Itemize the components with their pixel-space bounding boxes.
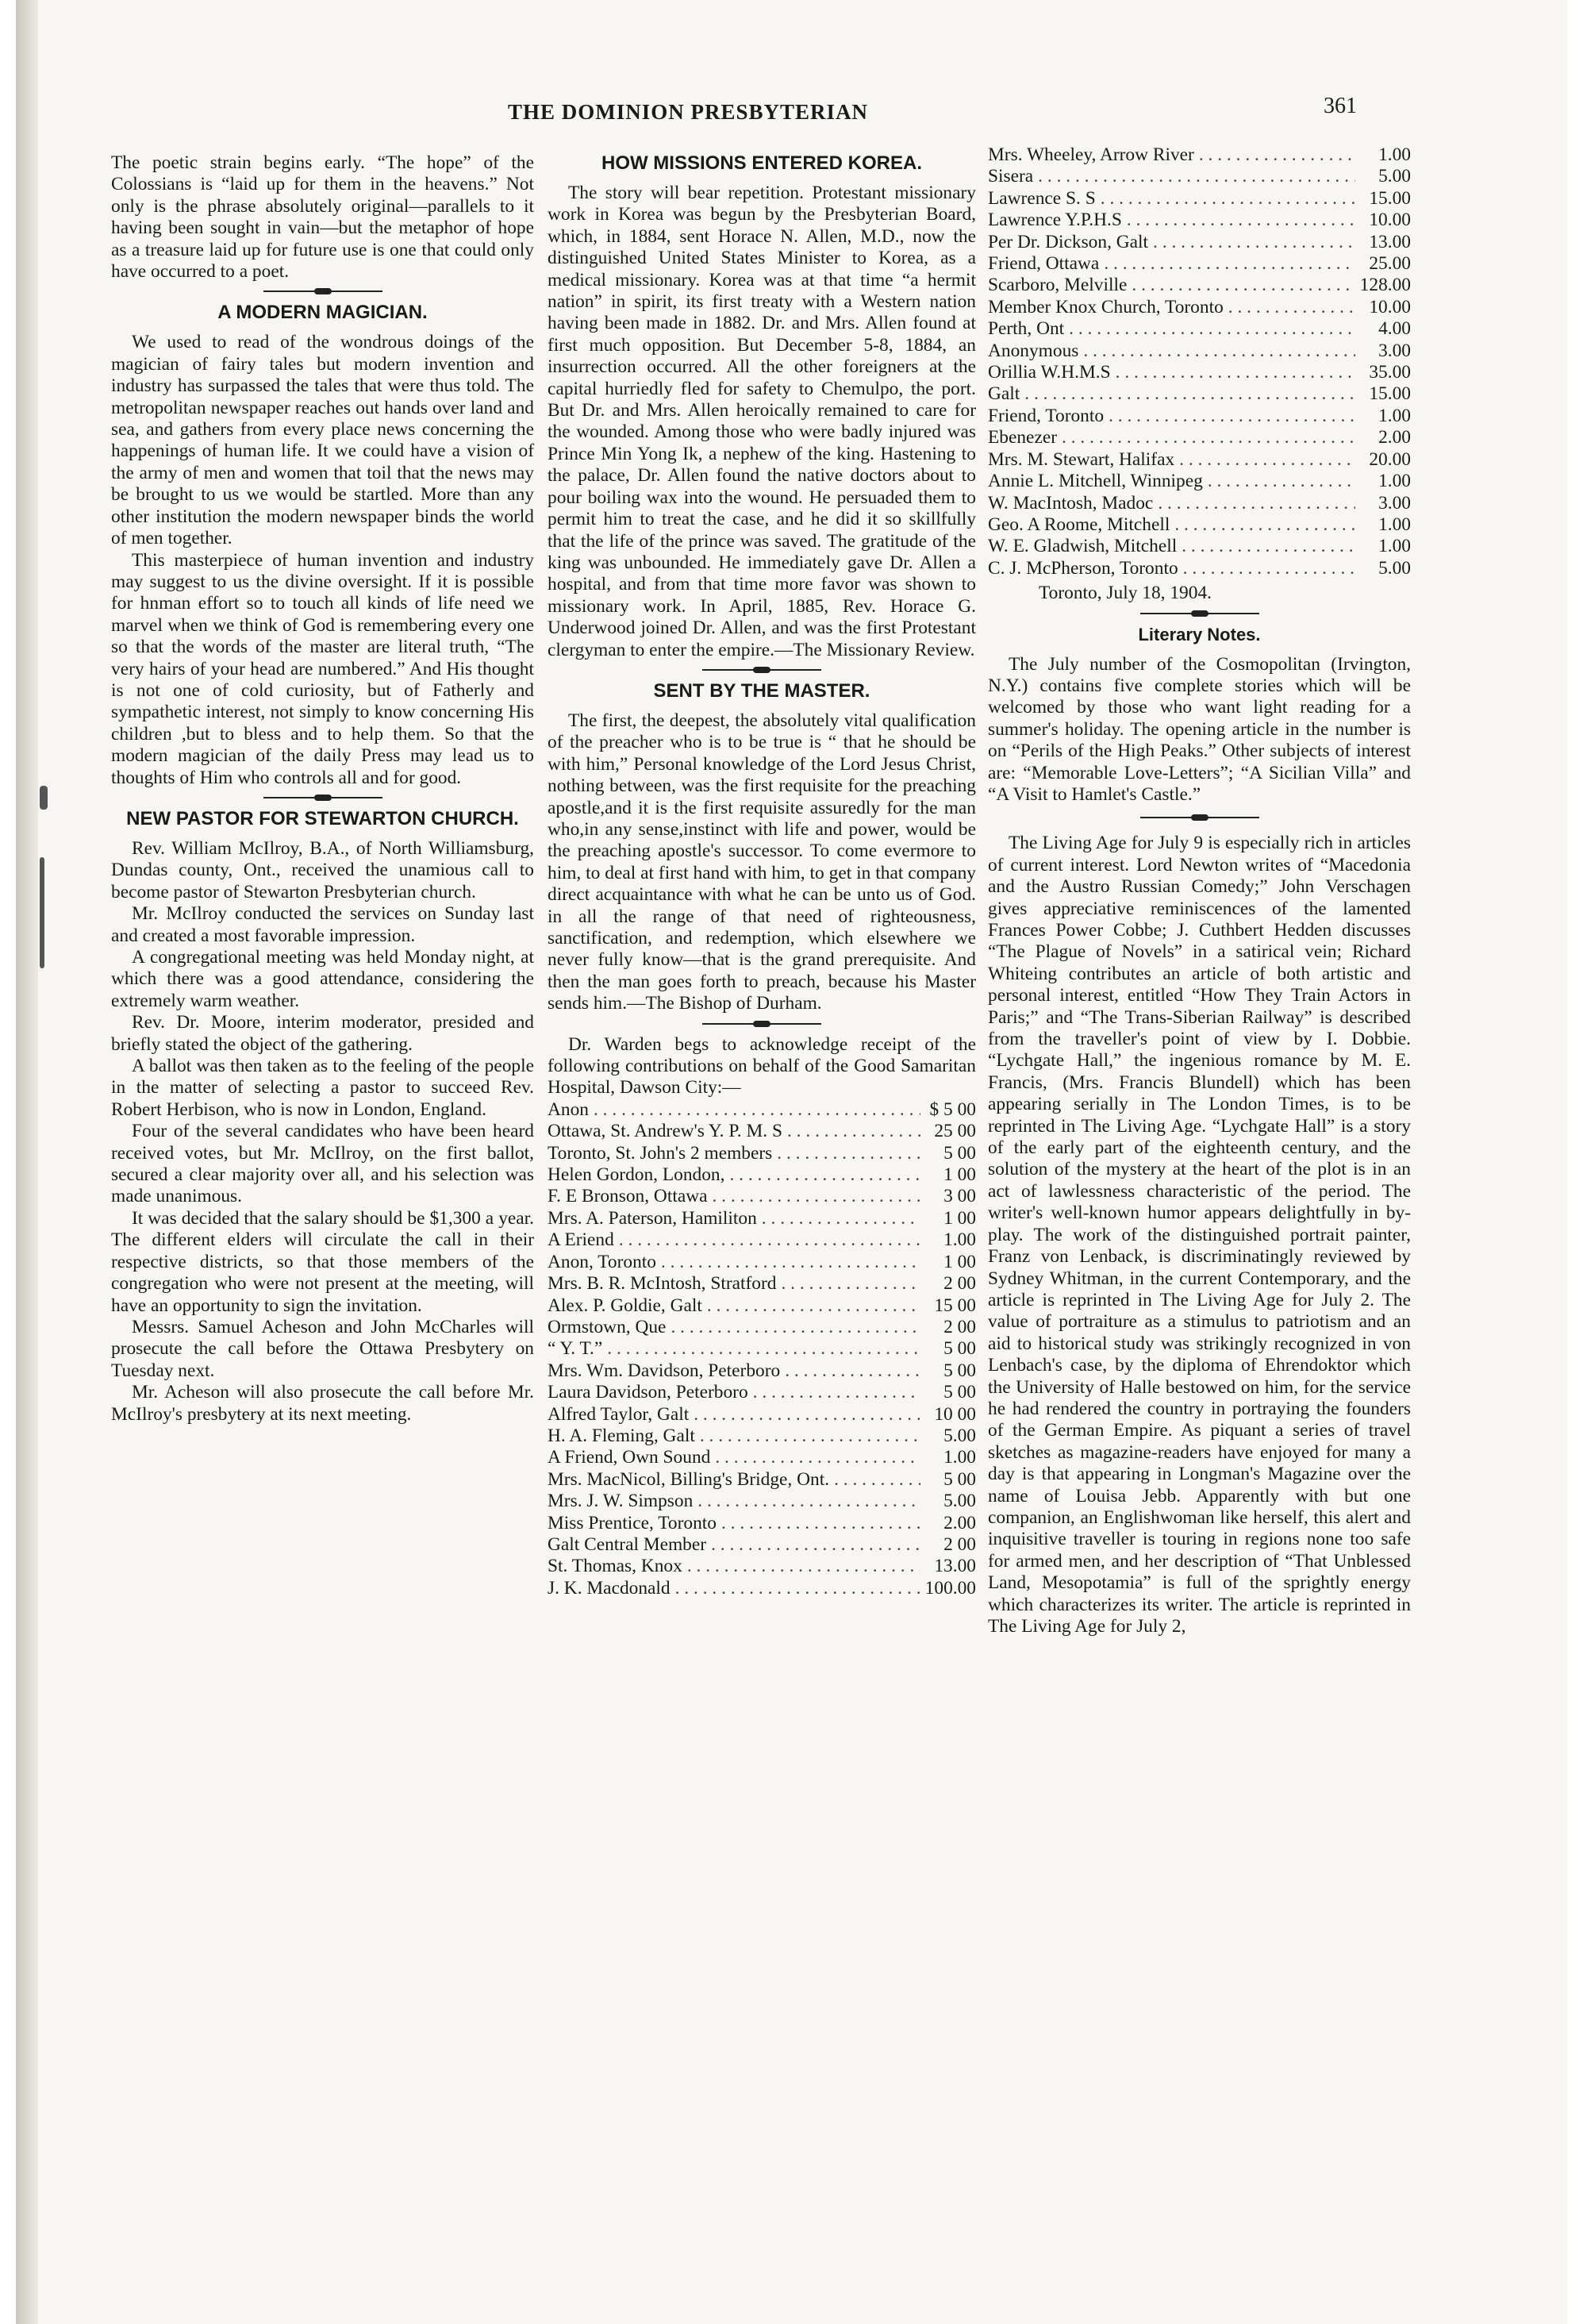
paragraph: Mr. Acheson will also prosecute the call before Mr. McIlroy's presbytery at its next meeting. <box>111 1382 534 1425</box>
dot-leader <box>1069 318 1355 340</box>
donor-name: J. K. Macdonald <box>548 1577 671 1599</box>
donor-name: Anon, Toronto <box>548 1251 656 1272</box>
paragraph: The first, the deepest, the absolutely vital qualification of the preacher who is to be true is “ that he should be with him,” Personal knowledge of the Lord Jesus Christ, nothing between, was the first requisite for the preaching apostle,and it is the first requisite assuredly for the man who,in any sense,instinct with life and power, would be the preaching apostle's successor. To come evermore to him, to deal at first hand with him, to get in that company direct acquaintance with what he can be unto us of God. in all the range of that need of righteousness, sanctification, and redemption, which elsewhere we never fully know—that is the grand prerequisite. And then the man goes forth to preach, because his Master sends him.—The Bishop of Durham. <box>548 710 976 1014</box>
dot-leader <box>777 1143 920 1164</box>
dot-leader <box>1132 275 1355 296</box>
dot-leader <box>715 1447 920 1468</box>
dot-leader <box>700 1426 920 1447</box>
donation-amount: 15.00 <box>1369 187 1411 209</box>
dateline: Toronto, July 18, 1904. <box>1039 583 1212 604</box>
donation-amount: 5 00 <box>943 1360 976 1381</box>
donation-row <box>548 1164 976 1186</box>
donation-row <box>548 1578 976 1599</box>
donor-name: Mrs. Wheeley, Arrow River <box>988 144 1194 165</box>
donation-row <box>548 1360 976 1382</box>
donor-name: W. MacIntosh, Madoc <box>988 492 1154 514</box>
dot-leader <box>1183 558 1355 579</box>
donation-amount: 5 00 <box>943 1338 976 1360</box>
article-title-literary: Literary Notes. <box>1138 624 1261 644</box>
donation-list <box>988 144 1411 579</box>
donation-amount: 1.00 <box>1378 144 1411 165</box>
donation-row <box>988 144 1411 166</box>
dot-leader <box>687 1556 920 1577</box>
dot-leader <box>711 1534 920 1556</box>
donation-amount: 5 00 <box>943 1468 976 1490</box>
dot-leader <box>1199 144 1355 166</box>
donation-amount: 4.00 <box>1378 318 1411 340</box>
dot-leader <box>671 1317 920 1338</box>
donation-amount: 1.00 <box>943 1447 976 1468</box>
donation-amount: 25 00 <box>934 1121 976 1142</box>
donor-name: W. E. Gladwish, Mitchell <box>988 536 1178 557</box>
donation-amount: 1.00 <box>943 1229 976 1251</box>
donor-name: “ Y. T.” <box>548 1338 603 1360</box>
dot-leader <box>1208 471 1355 492</box>
donor-name: Mrs. M. Stewart, Halifax <box>988 448 1175 470</box>
donor-name: Friend, Ottawa <box>988 253 1100 275</box>
donation-row <box>988 318 1411 340</box>
donation-row <box>548 1229 976 1251</box>
donation-row <box>548 1121 976 1142</box>
dot-leader <box>1158 493 1355 514</box>
article-title-pastor: NEW PASTOR FOR STEWARTON CHURCH. <box>126 807 519 829</box>
dot-leader <box>729 1164 920 1186</box>
donation-row <box>988 275 1411 296</box>
donation-row <box>548 1338 976 1360</box>
donor-name: C. J. McPherson, Toronto <box>988 557 1178 579</box>
donation-amount: 15.00 <box>1369 383 1411 405</box>
donation-amount: 3.00 <box>1378 492 1411 514</box>
dot-leader <box>697 1491 920 1512</box>
dot-leader <box>721 1513 920 1534</box>
paragraph: Mr. McIlroy conducted the services on Sunday last and created a most favorable impression. <box>111 903 534 946</box>
dot-leader <box>753 1382 920 1403</box>
donor-name: Lawrence Y.P.H.S <box>988 210 1122 231</box>
donation-amount: 25.00 <box>1369 253 1411 275</box>
donation-amount: 2.00 <box>943 1512 976 1533</box>
donation-row <box>548 1469 976 1491</box>
donation-amount: 1 00 <box>943 1164 976 1186</box>
donor-name: Friend, Toronto <box>988 405 1105 426</box>
donor-name: Mrs. A. Paterson, Hamiliton <box>548 1207 757 1229</box>
paragraph: The Living Age for July 9 is especially rich in articles of current interest. Lord Newton writes of “Macedonia and the Austro Russian Comedy;” John Verschagen gives appreciative reminiscences of the lamented Frances Power Cobbe; J. Cuthbert Hedden discusses “The Plague of Novels” in a satirical vein; Richard Whiteing contributes an article of both artistic and personal interest, entitled “How They Train Actors in Paris;” and “The Trans-Siberian Railway” is described from the traveller's point of view by I. Dobbie. “Lychgate Hall,” the ingenious romance by M. E. Francis, (Mrs. Francis Blundell) which has been appearing serially in The London Times, is to be reprinted in The Living Age. “Lychgate Hall” is a story of the early part of the eighteenth century, and the solution of the mystery at the heart of the plot is in an act of lawlessness characteristic of the period. The writer's well-known humor appears delightfully in by-play. The work of the distinguished portrait painter, Franz von Lenback, is discriminatingly reviewed by Sydney Whitman, in the current Contemporary, and the article is reprinted in The Living Age for July 2. The value of portraiture as a stimulus to patriotism and an aid to historical study was strikingly recognized in von Lenbach's case, by the diploma of Ehrendoktor which the University of Halle bestowed on him, for the service he had rendered the country in portraying the founders of the German Empire. As piquant a series of travel sketches as magazine-readers have enjoyed for many a day is that appearing in Longman's Magazine over the name of Louisa Jebb. Apparently with but one companion, an Englishwoman like herself, this alert and inquisitive traveller is touring in regions none too safe for armed men, and her description of “That Unblessed Land, Mesopotamia” is full of the sprightly energy which characterizes its writer. The article is reprinted in The Living Age for July 2, <box>988 833 1411 1637</box>
dot-leader <box>1062 427 1355 448</box>
section-divider <box>263 290 382 292</box>
donation-row <box>988 253 1411 275</box>
donation-amount: 1 00 <box>943 1207 976 1229</box>
donation-row <box>988 188 1411 210</box>
donation-row <box>988 210 1411 231</box>
donation-row <box>548 1252 976 1273</box>
dot-leader <box>594 1099 920 1121</box>
section-divider <box>263 797 382 798</box>
donor-name: Orillia W.H.M.S <box>988 362 1111 383</box>
dot-leader <box>619 1229 920 1251</box>
donor-name: Member Knox Church, Toronto <box>988 296 1224 317</box>
dot-leader <box>1179 449 1355 471</box>
donor-name: Mrs. B. R. McIntosh, Stratford <box>548 1273 777 1295</box>
paragraph: The July number of the Cosmopolitan (Irvington, N.Y.) contains five complete stories which will be welcomed by those who want light reading for a summer's holiday. The opening article in the number is on “Perils of the High Peaks.” Other subjects of interest are: “Memorable Love-Letters”; “A Sicilian Villa” and “A Visit to Hamlet's Castle.” <box>988 653 1411 805</box>
donation-row <box>988 558 1411 579</box>
dot-leader <box>1228 297 1355 318</box>
article-title-magician: A MODERN MAGICIAN. <box>217 302 428 324</box>
donation-amount: 5 00 <box>943 1142 976 1164</box>
donation-amount: $ 5 00 <box>929 1099 976 1120</box>
paragraph: It was decided that the salary should be $1,300 a year. The different elders will circulate the call in their respective districts, so that those members of the congregation who were not present at the meeting, will have an opportunity to sign the invitation. <box>111 1207 534 1316</box>
section-divider <box>702 669 821 671</box>
donation-amount: 100.00 <box>924 1577 976 1599</box>
donation-amount: 13.00 <box>934 1556 976 1577</box>
section-divider <box>1140 817 1259 818</box>
donor-name: Mrs. MacNicol, Billing's Bridge, Ont. <box>548 1468 830 1490</box>
dot-leader <box>1182 536 1355 557</box>
page-number: 361 <box>1324 94 1357 118</box>
donor-name: Perth, Ont <box>988 318 1065 340</box>
donor-name: A Eriend <box>548 1229 614 1251</box>
donation-row <box>548 1186 976 1207</box>
donation-row <box>988 536 1411 557</box>
donation-row <box>988 427 1411 448</box>
donation-row <box>988 449 1411 471</box>
donor-name: Per Dr. Dickson, Galt <box>988 231 1149 252</box>
donation-amount: 13.00 <box>1369 231 1411 252</box>
donor-name: Lawrence S. S <box>988 187 1096 209</box>
running-head: THE DOMINION PRESBYTERIAN <box>508 100 869 124</box>
dot-leader <box>1153 232 1355 253</box>
donation-amount: 1.00 <box>1378 471 1411 492</box>
donation-amount: 10.00 <box>1369 296 1411 317</box>
dot-leader <box>1024 383 1355 405</box>
donor-name: H. A. Fleming, Galt <box>548 1425 695 1446</box>
donation-row <box>548 1208 976 1229</box>
donation-amount: 128.00 <box>1359 275 1411 296</box>
paragraph: Rev. Dr. Moore, interim moderator, presided and briefly stated the object of the gathering. <box>111 1012 534 1055</box>
donor-name: Annie L. Mitchell, Winnipeg <box>988 471 1203 492</box>
donor-name: Scarboro, Melville <box>988 275 1128 296</box>
donation-row <box>988 341 1411 362</box>
donor-name: Anon <box>548 1099 589 1120</box>
donation-row <box>548 1099 976 1121</box>
margin-blot <box>40 786 48 810</box>
donation-amount: 2.00 <box>1378 427 1411 448</box>
article-title-master: SENT BY THE MASTER. <box>653 679 870 702</box>
margin-blot <box>40 857 44 968</box>
donation-amount: 1.00 <box>1378 405 1411 426</box>
donation-amount: 2 00 <box>943 1316 976 1337</box>
donation-row <box>988 406 1411 427</box>
column-1 <box>111 152 534 1426</box>
donor-name: Laura Davidson, Peterboro <box>548 1382 748 1403</box>
donation-amount: 1 00 <box>943 1251 976 1272</box>
donation-amount: 1.00 <box>1378 514 1411 535</box>
dot-leader <box>712 1186 920 1207</box>
dot-leader <box>1109 406 1355 427</box>
donor-name: Ormstown, Que <box>548 1316 667 1337</box>
section-divider <box>702 1023 821 1025</box>
paragraph: Four of the several candidates who have been heard received votes, but Mr. McIlroy, on the first ballot, secured a clear majority over all, and his selection was made unanimous. <box>111 1121 534 1207</box>
donation-row <box>548 1295 976 1317</box>
donation-row <box>548 1382 976 1403</box>
donor-name: F. E Bronson, Ottawa <box>548 1186 708 1207</box>
donation-row <box>988 232 1411 253</box>
donor-name: A Friend, Own Sound <box>548 1447 711 1468</box>
donor-name: Ebenezer <box>988 427 1057 448</box>
dot-leader <box>787 1121 920 1142</box>
donation-amount: 15 00 <box>934 1295 976 1316</box>
donation-row <box>988 166 1411 187</box>
donation-amount: 10 00 <box>934 1403 976 1425</box>
donation-row <box>548 1556 976 1577</box>
donation-row <box>548 1273 976 1295</box>
dot-leader <box>1116 362 1355 383</box>
donor-name: Sisera <box>988 166 1034 187</box>
receipt-intro: Dr. Warden begs to acknowledge receipt of the following contributions on behalf of the Good Samaritan Hospital, Dawson City:— <box>548 1033 976 1099</box>
dot-leader <box>1104 253 1355 275</box>
donation-amount: 5.00 <box>1378 166 1411 187</box>
dot-leader <box>785 1360 920 1382</box>
column-3 <box>988 144 1411 1637</box>
donor-name: Geo. A Roome, Mitchell <box>988 514 1170 535</box>
donation-row <box>988 297 1411 318</box>
donation-row <box>548 1426 976 1447</box>
donation-row <box>988 362 1411 383</box>
donor-name: St. Thomas, Knox <box>548 1556 682 1577</box>
dot-leader <box>834 1469 920 1491</box>
donor-name: Toronto, St. John's 2 members <box>548 1142 773 1164</box>
dot-leader <box>675 1578 920 1599</box>
intro-paragraph: The poetic strain begins early. “The hope” of the Colossians is “laid up for them in the heavens.” Not only is the phrase absolutely original—parallels to it having been sought in vain—but the metaphor of hope as a treasure laid up for future use is one that could only have occurred to a poet. <box>111 152 534 283</box>
donation-row <box>548 1513 976 1534</box>
dot-leader <box>781 1273 920 1295</box>
donation-row <box>988 471 1411 492</box>
paragraph: Rev. William McIlroy, B.A., of North Williamsburg, Dundas county, Ont., received the unamious call to become pastor of Stewarton Presbyterian church. <box>111 837 534 902</box>
paragraph: Messrs. Samuel Acheson and John McCharles will prosecute the call before the Ottawa Presbytery on Tuesday next. <box>111 1316 534 1381</box>
donor-name: Mrs. Wm. Davidson, Peterboro <box>548 1360 781 1381</box>
donation-amount: 5.00 <box>943 1425 976 1446</box>
donor-name: Mrs. J. W. Simpson <box>548 1491 694 1512</box>
donation-amount: 5.00 <box>1378 557 1411 579</box>
donor-name: Galt <box>988 383 1020 405</box>
donation-list <box>548 1099 976 1599</box>
donation-row <box>988 493 1411 514</box>
donation-row <box>548 1491 976 1512</box>
donation-amount: 35.00 <box>1369 362 1411 383</box>
paragraph: This masterpiece of human invention and industry may suggest to us the divine oversight. If it is possible for hnman effort so to touch all kinds of life need we marvel when we think of God is remembering every one so that the words of the master are literal truth, “The very hairs of your head are numbered.” And His thought is not one of cold curiosity, but of Fatherly and sympathetic interest, not simply to know concerning His children ,but to bless and to help them. So that the modern magician of the daily Press may lead us to thoughts of Him who controls all and for good. <box>111 549 534 788</box>
paragraph: We used to read of the wondrous doings of the magician of fairy tales but modern invention and industry has surpassed the tales that were thus told. The metropolitan newspaper reaches out hands over land and sea, and gathers from every place news concerning the happenings of human life. It we could have a vision of the army of men and women that toil that the news may be brought to us we would be startled. More than any other institution the modern newspaper binds the world of men together. <box>111 332 534 549</box>
dot-leader <box>607 1338 920 1360</box>
paragraph: A ballot was then taken as to the feeling of the people in the matter of selecting a pastor to succeed Rev. Robert Herbison, who is now in London, England. <box>111 1056 534 1120</box>
donation-amount: 2 00 <box>943 1273 976 1295</box>
donation-amount: 2 00 <box>943 1533 976 1555</box>
donation-amount: 3.00 <box>1378 340 1411 361</box>
donation-amount: 10.00 <box>1369 210 1411 231</box>
dot-leader <box>762 1208 920 1229</box>
donation-row <box>548 1447 976 1468</box>
donation-row <box>988 383 1411 405</box>
article-title-korea: HOW MISSIONS ENTERED KOREA. <box>601 152 923 174</box>
dot-leader <box>1083 341 1355 362</box>
dot-leader <box>694 1404 920 1426</box>
dot-leader <box>707 1295 920 1317</box>
paragraph: The story will bear repetition. Protestant missionary work in Korea was begun by the Presbyterian Board, which, in 1884, sent Horace N. Allen, M.D., now the distinguished United States Minister to Korea, as a medical missionary. Korea was at that time “a hermit nation” in spirit, its first treaty with a Western nation having been made in 1882. Dr. and Mrs. Allen found at first much opposition. But December 5-8, 1884, an insurrection occurred. All the other foreigners at the capital hurriedly fled for safety to Chemulpo, the port. But Dr. and Mrs. Allen heroically remained to care for the wounded. Among those who were badly injured was Prince Min Yong Ik, a nephew of the king. Hastening to the palace, Dr. Allen found the native doctors about to pour boiling wax into the wound. He persuaded them to permit him to treat the case, and he did it so skillfully that the life of the prince was saved. The gratitude of the king was unbounded. He immediately gave Dr. Allen a hospital, and from that time more favor was shown to missionary work. In April, 1885, Rev. Horace G. Underwood joined Dr. Allen, and was the first Protestant clergyman to enter the empire.—The Missionary Review. <box>548 183 976 660</box>
donation-row <box>548 1534 976 1556</box>
donor-name: Anonymous <box>988 340 1079 361</box>
donation-amount: 5 00 <box>943 1382 976 1403</box>
donor-name: Alex. P. Goldie, Galt <box>548 1295 702 1316</box>
donor-name: Alfred Taylor, Galt <box>548 1403 690 1425</box>
donation-amount: 5.00 <box>943 1491 976 1512</box>
paragraph: A congregational meeting was held Monday night, at which there was a good attendance, considering the extremely warm weather. <box>111 947 534 1011</box>
donation-amount: 3 00 <box>943 1186 976 1207</box>
dot-leader <box>1038 166 1355 187</box>
dot-leader <box>1101 188 1355 210</box>
dot-leader <box>1174 514 1355 536</box>
column-2 <box>548 152 976 1599</box>
section-divider <box>1140 613 1259 614</box>
donor-name: Galt Central Member <box>548 1533 707 1555</box>
donation-row <box>988 514 1411 536</box>
dot-leader <box>1127 210 1355 231</box>
donor-name: Helen Gordon, London, <box>548 1164 725 1186</box>
donor-name: Miss Prentice, Toronto <box>548 1512 717 1533</box>
donation-amount: 1.00 <box>1378 536 1411 557</box>
donor-name: Ottawa, St. Andrew's Y. P. M. S <box>548 1121 782 1142</box>
binding-spine <box>16 0 38 2324</box>
donation-row <box>548 1143 976 1164</box>
dot-leader <box>661 1252 920 1273</box>
donation-row <box>548 1317 976 1338</box>
donation-amount: 20.00 <box>1369 448 1411 470</box>
donation-row <box>548 1404 976 1426</box>
